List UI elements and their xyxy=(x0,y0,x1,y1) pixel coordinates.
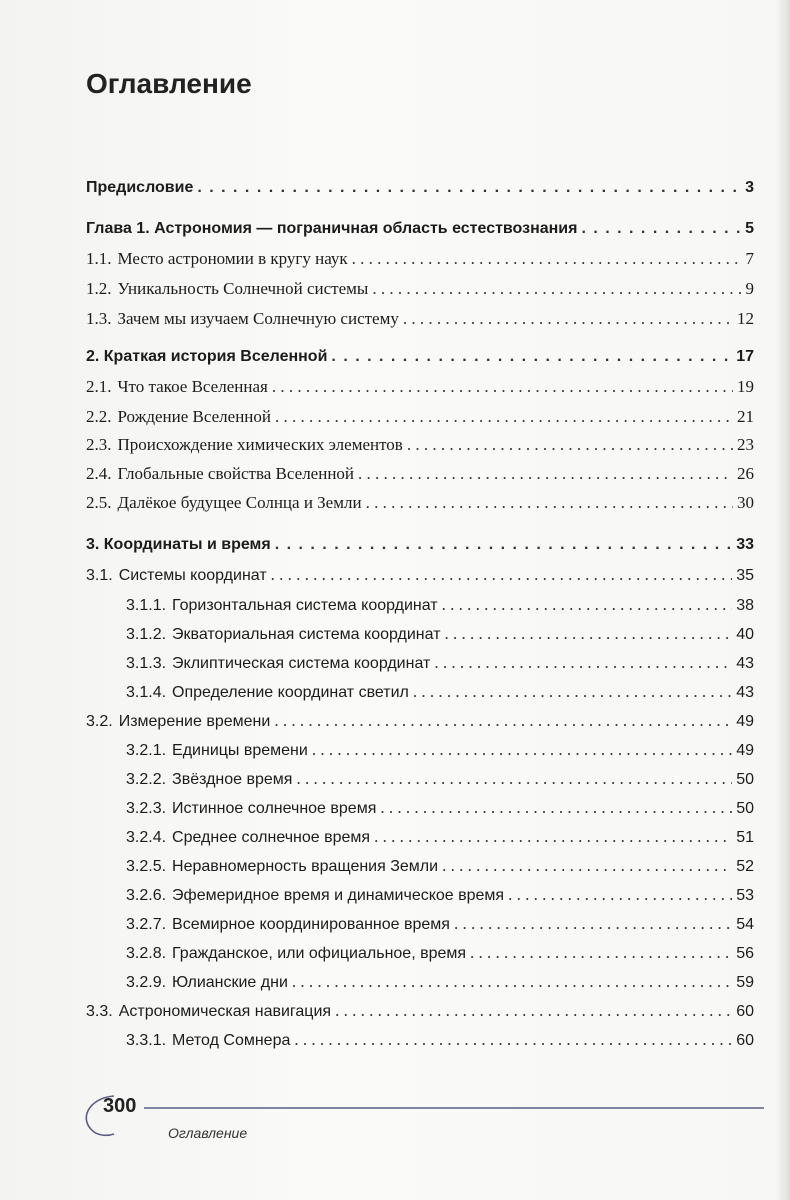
toc-entry-3-2-5[interactable] xyxy=(0,852,790,880)
toc-entry-3-2[interactable] xyxy=(0,707,790,735)
toc-entry-title: Далёкое будущее Солнца и Земли xyxy=(117,493,362,512)
dot-leader xyxy=(454,910,732,938)
toc-entry-page: 35 xyxy=(736,567,754,584)
dot-leader xyxy=(294,1026,732,1054)
toc-entry-title: Юлианские дни xyxy=(172,974,288,991)
toc-entry-number: 2.1. xyxy=(86,377,112,396)
toc-entry-number: 3.2.1. xyxy=(126,742,167,759)
dot-leader xyxy=(271,561,733,589)
toc-entry-title: Гражданское, или официальное, время xyxy=(172,945,467,962)
toc-entry-title: Звёздное время xyxy=(172,771,293,788)
toc-entry-page: 12 xyxy=(737,309,754,328)
toc-entry-2-1[interactable] xyxy=(0,373,790,401)
toc-entry-number: 3.1.4. xyxy=(126,684,167,701)
toc-entry-number: 3.2.3. xyxy=(126,800,167,817)
toc-entry-page: 30 xyxy=(737,493,754,512)
toc-entry-page: 26 xyxy=(737,464,754,483)
dot-leader xyxy=(335,997,732,1025)
toc-entry-page: 5 xyxy=(745,220,754,237)
page-footer xyxy=(0,1088,790,1158)
dot-leader xyxy=(372,275,741,303)
toc-entry-number: 3.1.3. xyxy=(126,655,167,672)
toc-entry-3-2-3[interactable] xyxy=(0,794,790,822)
page-number: 300 xyxy=(103,1095,137,1117)
toc-entry-3-3[interactable] xyxy=(0,997,790,1025)
toc-entry-title: Системы координат xyxy=(118,567,267,584)
toc-entry-3-2-2[interactable] xyxy=(0,765,790,793)
dot-leader xyxy=(413,678,732,706)
toc-entry-number: 2.4. xyxy=(86,464,112,483)
toc-entry-page: 43 xyxy=(736,684,754,701)
dot-leader xyxy=(581,215,741,243)
toc-entry-3-1-1[interactable] xyxy=(0,591,790,619)
toc-entry-title: Экваториальная система координат xyxy=(172,626,441,643)
dot-leader xyxy=(442,591,733,619)
toc-entry-3-2-7[interactable] xyxy=(0,910,790,938)
toc-entry-number: 2.5. xyxy=(86,493,112,512)
toc-entry-number: 3.2.9. xyxy=(126,974,167,991)
toc-entry-title: Эклиптическая система координат xyxy=(172,655,431,672)
toc-entry-page: 9 xyxy=(745,279,754,298)
toc-entry-title: Единицы времени xyxy=(172,742,308,759)
toc-entry-number: 1.3. xyxy=(86,309,112,328)
page-title: Оглавление xyxy=(86,68,252,99)
toc-entry-title: Уникальность Солнечной системы xyxy=(117,279,369,298)
toc-entry-preface[interactable] xyxy=(0,174,790,202)
toc-entry-number: 2.3. xyxy=(86,435,112,454)
running-title: Оглавление xyxy=(168,1125,248,1141)
toc-entry-title: Происхождение химических элементов xyxy=(117,435,403,454)
toc-entry-1-3[interactable] xyxy=(0,305,790,333)
toc-entry-page: 33 xyxy=(736,536,754,553)
toc-entry-number: 3.2.7. xyxy=(126,916,167,933)
toc-entry-page: 51 xyxy=(736,829,754,846)
toc-entry-title: Предисловие xyxy=(86,179,194,196)
dot-leader xyxy=(442,852,732,880)
toc-entry-title: Зачем мы изучаем Солнечную систему xyxy=(117,309,399,328)
toc-entry-3-2-1[interactable] xyxy=(0,736,790,764)
toc-entry-title: Определение координат светил xyxy=(172,684,409,701)
dot-leader xyxy=(380,794,732,822)
toc-entry-page: 60 xyxy=(736,1032,754,1049)
toc-entry-page: 60 xyxy=(736,1003,754,1020)
toc-entry-number: 3.2.2. xyxy=(126,771,167,788)
toc-entry-3-2-9[interactable] xyxy=(0,968,790,996)
toc-entry-number: 3.3. xyxy=(86,1003,113,1020)
toc-entry-title: Всемирное координированное время xyxy=(172,916,450,933)
toc-entry-number: 1.1. xyxy=(86,249,112,268)
toc-entry-page: 49 xyxy=(736,742,754,759)
toc-entry-page: 59 xyxy=(736,974,754,991)
toc-entry-title: Горизонтальная система координат xyxy=(172,597,438,614)
toc-entry-number: 1.2. xyxy=(86,279,112,298)
toc-entry-page: 56 xyxy=(736,945,754,962)
toc-entry-number: 3.2.5. xyxy=(126,858,167,875)
toc-entry-number: 3.3.1. xyxy=(126,1032,167,1049)
toc-entry-page: 49 xyxy=(736,713,754,730)
toc-entry-number: 3.1. xyxy=(86,567,113,584)
dot-leader xyxy=(197,174,741,202)
dot-leader xyxy=(275,403,733,431)
toc-entry-3-1-4[interactable] xyxy=(0,678,790,706)
toc-entry-number: 3.2.8. xyxy=(126,945,167,962)
toc-entry-title: Метод Сомнера xyxy=(172,1032,291,1049)
toc-entry-number: 3.1.1. xyxy=(126,597,167,614)
toc-entry-title: Истинное солнечное время xyxy=(172,800,377,817)
toc-entry-3-2-8[interactable] xyxy=(0,939,790,967)
dot-leader xyxy=(274,707,732,735)
toc-entry-title: 2. Краткая история Вселенной xyxy=(86,348,328,365)
dot-leader xyxy=(331,343,732,371)
dot-leader xyxy=(445,620,733,648)
toc-entry-2-2[interactable] xyxy=(0,403,790,431)
toc-entry-page: 43 xyxy=(736,655,754,672)
toc-entry-page: 17 xyxy=(736,348,754,365)
toc-entry-title: 3. Координаты и время xyxy=(86,536,271,553)
toc-entry-page: 50 xyxy=(736,800,754,817)
toc-entry-number: 2.2. xyxy=(86,407,112,426)
dot-leader xyxy=(407,431,733,459)
toc-entry-page: 7 xyxy=(745,249,754,268)
toc-entry-title: Глава 1. Астрономия — пограничная область естествознания xyxy=(86,220,578,237)
dot-leader xyxy=(434,649,732,677)
toc-entry-number: 3.2.4. xyxy=(126,829,167,846)
toc-entry-3-1-3[interactable] xyxy=(0,649,790,677)
toc-entry-2-4[interactable] xyxy=(0,460,790,488)
dot-leader xyxy=(358,460,733,488)
toc-entry-title: Неравномерность вращения Земли xyxy=(172,858,439,875)
toc-entry-page: 54 xyxy=(736,916,754,933)
toc-entry-3-1[interactable] xyxy=(0,561,790,589)
toc-entry-page: 19 xyxy=(737,377,754,396)
toc-entry-3-2-6[interactable] xyxy=(0,881,790,909)
toc-entry-number: 3.1.2. xyxy=(126,626,167,643)
toc-entry-title: Рождение Вселенной xyxy=(117,407,271,426)
dot-leader xyxy=(312,736,732,764)
toc-entry-title: Что такое Вселенная xyxy=(117,377,268,396)
dot-leader xyxy=(296,765,732,793)
toc-entry-3-1-2[interactable] xyxy=(0,620,790,648)
toc-entry-3-3-1[interactable] xyxy=(0,1026,790,1054)
toc-entry-page: 38 xyxy=(736,597,754,614)
dot-leader xyxy=(292,968,732,996)
toc-entry-chapter-3[interactable] xyxy=(0,531,790,559)
dot-leader xyxy=(403,305,733,333)
toc-entry-title: Эфемеридное время и динамическое время xyxy=(172,887,505,904)
toc-entry-number: 3.2. xyxy=(86,713,113,730)
toc-entry-page: 52 xyxy=(736,858,754,875)
toc-entry-number: 3.2.6. xyxy=(126,887,167,904)
toc-entry-title: Астрономическая навигация xyxy=(118,1003,332,1020)
dot-leader xyxy=(470,939,732,967)
toc-entry-page: 40 xyxy=(736,626,754,643)
toc-entry-2-5[interactable] xyxy=(0,489,790,517)
toc-entry-title: Измерение времени xyxy=(118,713,271,730)
dot-leader xyxy=(275,531,732,559)
toc-entry-chapter-2[interactable] xyxy=(0,343,790,371)
toc-entry-title: Глобальные свойства Вселенной xyxy=(117,464,355,483)
toc-entry-page: 53 xyxy=(736,887,754,904)
toc-entry-title: Место астрономии в кругу наук xyxy=(117,249,348,268)
toc-entry-page: 50 xyxy=(736,771,754,788)
dot-leader xyxy=(374,823,732,851)
toc-entry-1-2[interactable] xyxy=(0,275,790,303)
toc-entry-page: 21 xyxy=(737,407,754,426)
toc-entry-3-2-4[interactable] xyxy=(0,823,790,851)
toc-entry-title: Среднее солнечное время xyxy=(172,829,371,846)
dot-leader xyxy=(352,245,742,273)
dot-leader xyxy=(366,489,733,517)
toc-entry-2-3[interactable] xyxy=(0,431,790,459)
toc-entry-chapter-1[interactable] xyxy=(0,215,790,243)
dot-leader xyxy=(272,373,733,401)
dot-leader xyxy=(508,881,732,909)
toc-entry-page: 3 xyxy=(745,179,754,196)
toc-entry-page: 23 xyxy=(737,435,754,454)
toc-entry-1-1[interactable] xyxy=(0,245,790,273)
